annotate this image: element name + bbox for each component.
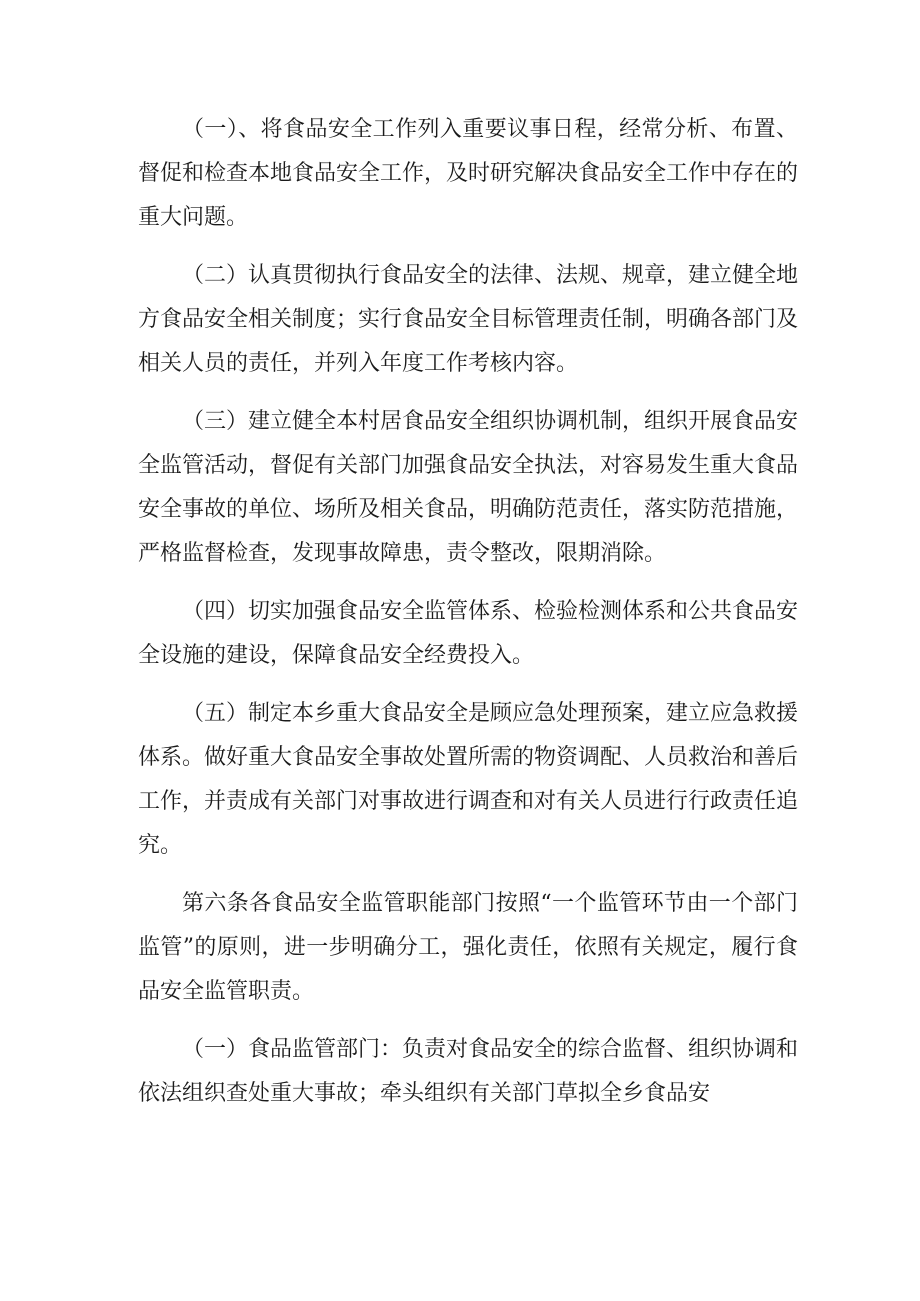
document-body — [138, 108, 798, 1130]
paragraph-4: （四）切实加强食品安全监管体系、检验检测体系和公共食品安全设施的建设，保障食品安全经费投入。 — [138, 599, 799, 668]
paragraph-1: （一）、将食品安全工作列入重要议事日程，经常分析、布置、督促和检查本地食品安全工作，及时研究解决食品安全工作中存在的重大问题。 — [138, 117, 799, 230]
paragraph-2: （二）认真贯彻执行食品安全的法律、法规、规章，建立健全地方食品安全相关制度；实行食品安全目标管理责任制，明确各部门及相关人员的责任，并列入年度工作考核内容。 — [138, 263, 799, 376]
paragraph-5: （五）制定本乡重大食品安全是顾应急处理预案，建立应急救援体系。做好重大食品安全事故处置所需的物资调配、人员救治和善后工作，并责成有关部门对事故进行调查和对有关人员进行行政责任追究。 — [138, 701, 799, 858]
paragraph-7: （一）食品监管部门：负责对食品安全的综合监督、组织协调和依法组织查处重大事故；牵头组织有关部门草拟全乡食品安 — [138, 1037, 799, 1106]
paragraph-6: 第六条各食品安全监管职能部门按照“一个监管环节由一个部门监管”的原则，进一步明确分工，强化责任，依照有关规定，履行食品安全监管职责。 — [138, 891, 798, 1004]
paragraph-3: （三）建立健全本村居食品安全组织协调机制，组织开展食品安全监管活动，督促有关部门加强食品安全执法，对容易发生重大食品安全事故的单位、场所及相关食品，明确防范责任，落实防范措施，严格监督检查，发现事故障患，责令整改，限期消除。 — [138, 409, 799, 566]
